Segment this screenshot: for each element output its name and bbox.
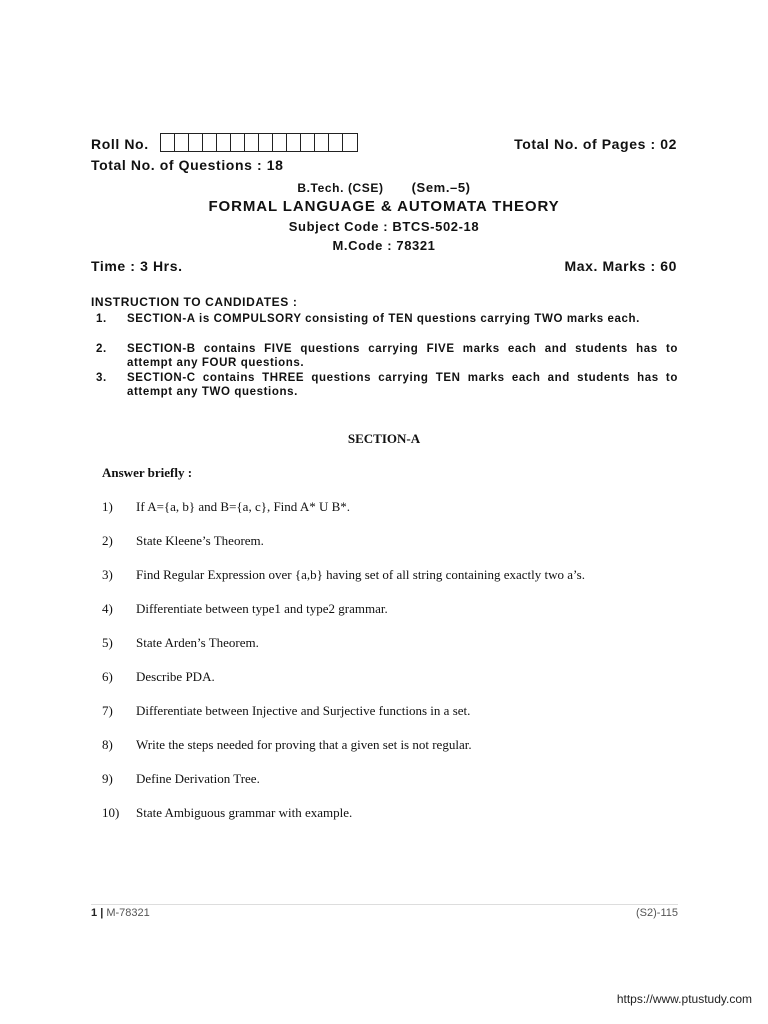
roll-number-box — [175, 134, 189, 151]
question-number: 3) — [102, 567, 113, 582]
roll-number-box — [301, 134, 315, 151]
question-text: Differentiate between Injective and Surjective functions in a set. — [136, 703, 471, 718]
question-text: Find Regular Expression over {a,b} having set of all string containing exactly two a’s. — [136, 567, 585, 582]
footer-separator: | — [100, 907, 104, 919]
roll-number-boxes — [160, 133, 358, 152]
question-item — [102, 533, 264, 549]
instruction-item — [96, 371, 678, 399]
roll-number-box — [343, 134, 357, 151]
roll-number-box — [287, 134, 301, 151]
question-text: Write the steps needed for proving that a given set is not regular. — [136, 737, 472, 752]
roll-number-box — [245, 134, 259, 151]
footer-divider — [91, 904, 678, 905]
instruction-number: 3. — [96, 372, 107, 384]
instructions-heading: INSTRUCTION TO CANDIDATES : — [91, 295, 298, 309]
question-item — [102, 737, 472, 753]
question-number: 1) — [102, 499, 113, 514]
question-item — [102, 771, 260, 787]
total-pages: Total No. of Pages : 02 — [514, 136, 677, 152]
question-text: Describe PDA. — [136, 669, 215, 684]
instruction-item — [96, 342, 678, 370]
question-item — [102, 669, 215, 685]
roll-number-box — [189, 134, 203, 151]
roll-number-box — [161, 134, 175, 151]
question-text: State Kleene’s Theorem. — [136, 533, 264, 548]
question-text: Differentiate between type1 and type2 grammar. — [136, 601, 388, 616]
question-item — [102, 635, 259, 651]
instruction-text: SECTION-A is COMPULSORY consisting of TEN questions carrying TWO marks each. — [127, 313, 640, 325]
page-number: 1 — [91, 907, 98, 919]
roll-number-box — [259, 134, 273, 151]
roll-number-box — [329, 134, 343, 151]
course-line — [0, 180, 768, 195]
total-questions: Total No. of Questions : 18 — [91, 157, 284, 173]
question-item — [102, 567, 585, 583]
footer-code: M-78321 — [106, 907, 150, 919]
instruction-number: 2. — [96, 343, 107, 355]
footer-left — [91, 907, 150, 919]
question-text: If A={a, b} and B={a, c}, Find A* U B*. — [136, 499, 351, 514]
question-number: 10) — [102, 805, 120, 820]
program-name: B.Tech. (CSE) — [297, 181, 384, 195]
section-title: SECTION-A — [347, 431, 421, 446]
instruction-item — [96, 312, 678, 326]
question-text: State Arden’s Theorem. — [136, 635, 259, 650]
footer-right-code: (S2)-115 — [636, 907, 678, 919]
max-marks: Max. Marks : 60 — [564, 258, 677, 274]
subject-code: Subject Code : BTCS-502-18 — [288, 219, 480, 234]
question-number: 7) — [102, 703, 113, 718]
exam-time: Time : 3 Hrs. — [91, 258, 183, 274]
section-intro: Answer briefly : — [102, 465, 193, 480]
question-item — [102, 805, 352, 821]
instruction-text: SECTION-C contains THREE questions carrying TEN marks each and students has to attempt any TWO questions. — [127, 372, 678, 398]
subject-title: FORMAL LANGUAGE & AUTOMATA THEORY — [208, 198, 560, 215]
question-number: 8) — [102, 737, 113, 752]
semester: (Sem.–5) — [411, 180, 471, 195]
roll-number-box — [203, 134, 217, 151]
roll-number-box — [273, 134, 287, 151]
question-item — [102, 499, 350, 515]
question-item — [102, 703, 470, 719]
roll-number-box — [231, 134, 245, 151]
instruction-number: 1. — [96, 313, 107, 325]
question-number: 9) — [102, 771, 113, 786]
question-number: 5) — [102, 635, 113, 650]
question-text: Define Derivation Tree. — [136, 771, 260, 786]
roll-number-box — [315, 134, 329, 151]
roll-number-box — [217, 134, 231, 151]
question-number: 6) — [102, 669, 113, 684]
question-text: State Ambiguous grammar with example. — [136, 805, 353, 820]
watermark-url[interactable]: https://www.ptustudy.com — [616, 992, 752, 1006]
roll-number-label: Roll No. — [91, 136, 149, 152]
question-number: 4) — [102, 601, 113, 616]
question-item — [102, 601, 388, 617]
m-code: M.Code : 78321 — [332, 238, 436, 253]
question-number: 2) — [102, 533, 113, 548]
instruction-text: SECTION-B contains FIVE questions carrying FIVE marks each and students has to attempt any FOUR questions. — [127, 343, 678, 369]
